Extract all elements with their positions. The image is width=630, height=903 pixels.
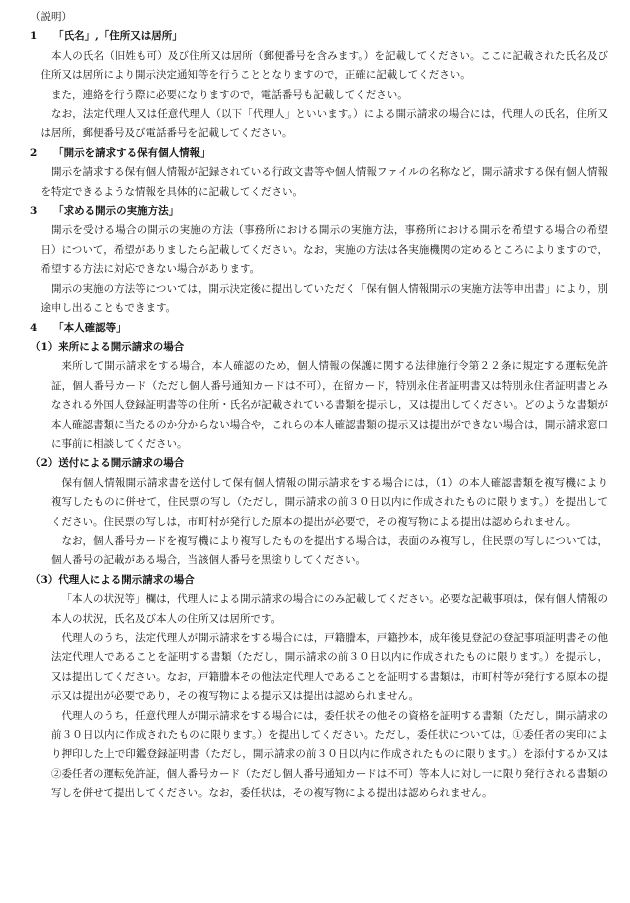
subsection-3-title: （3）代理人による開示請求の場合 [30, 573, 195, 586]
paragraph: 「本人の状況等」欄は，代理人による開示請求の場合にのみ記載してください。必要な記載事項は，保有個人情報の本人の状況，氏名及び本人の住所又は居所です。 [51, 593, 608, 625]
paragraph: なお，法定代理人又は任意代理人（以下「代理人」といいます。）による開示請求の場合には，代理人の氏名，住所又は居所，郵便番号及び電話番号を記載してください。 [40, 108, 608, 140]
section-3-title [30, 202, 608, 221]
section-title: 「本人確認等」 [53, 321, 127, 334]
section-title: 「求める開示の実施方法」 [53, 205, 180, 218]
paragraph: 代理人のうち，法定代理人が開示請求をする場合には，戸籍謄本，戸籍抄本，成年後見登記の登記事項証明書その他法定代理人であることを証明する書類（ただし，開示請求の前３０日以内に作成されたものに限ります。）を提示し，又は提出してください。なお，戸籍謄本その他法定代理人であることを証明する書類は，市町村等が発行する原本の提示又は提出が必要であり，その複写物による提示又は提出は認められません。 [51, 632, 608, 703]
section-4-title [30, 319, 608, 338]
paragraph: 開示を請求する保有個人情報が記録されている行政文書等や個人情報ファイルの名称など，開示請求する保有個人情報を特定できるような情報を具体的に記載してください。 [40, 166, 608, 198]
paragraph: 代理人のうち，任意代理人が開示請求をする場合には，委任状その他その資格を証明する書類（ただし，開示請求の前３０日以内に作成されたものに限ります。）を提出してください。ただし，委任状については，①委任者の実印により押印した上で印鑑登録証明書（ただし，開示請求の前３０日以内に作成されたものに限ります。）を添付するか又は②委任者の運転免許証，個人番号カード（ただし個人番号通知カードは不可）等本人に対し一に限り発行される書類の写しを併せて提出してください。なお，委任状は，その複写物による提出は認められません。 [51, 709, 608, 800]
paragraph: 開示を受ける場合の開示の実施の方法（事務所における開示の実施方法，事務所における開示を希望する場合の希望日）について，希望がありましたら記載してください。なお，実施の方法は各実施機関の定めるところによりますので，希望する方法に対応できない場合があります。 [40, 224, 608, 276]
section-2-title [30, 144, 608, 163]
section-number: 4 [30, 321, 38, 334]
paragraph: なお，個人番号カードを複写機により複写したものを提出する場合は，表面のみ複写し，住民票の写しについては，個人番号の記載がある場合，当該個人番号を黒塗りしてください。 [51, 534, 608, 567]
section-number: 2 [30, 146, 38, 159]
paragraph: 来所して開示請求をする場合，本人確認のため，個人情報の保護に関する法律施行令第２２条に規定する運転免許証，個人番号カード（ただし個人番号通知カードは不可），在留カード，特別永住者証明書又は特別永住者証明書とみなされる外国人登録証明書等の住所・氏名が記載されている書類を提示し，又は提出してください。どのような書類が本人確認書類に当たるのか分からない場合や，これらの本人確認書類の提示又は提出ができない場合は，開示請求窓口に事前に相談してください。 [51, 360, 608, 450]
paragraph: 開示の実施の方法等については，開示決定後に提出していただく「保有個人情報開示の実施方法等申出書」により，別途申し出ることもできます。 [40, 282, 608, 315]
section-1-title [30, 27, 608, 46]
section-number: 1 [30, 30, 38, 43]
doc-heading: （説明） [30, 11, 72, 23]
section-title: 「開示を請求する保有個人情報」 [53, 146, 211, 159]
paragraph: 保有個人情報開示請求書を送付して保有個人情報の開示請求をする場合には，（1）の本人確認書類を複写機により複写したものに併せて，住民票の写し（ただし，開示請求の前３０日以内に作成されたものに限ります。）を提出してください。住民票の写しは，市町村が発行した原本の提出が必要で，その複写物による提出は認められません。 [51, 476, 608, 528]
section-number: 3 [30, 205, 38, 218]
subsection-1-title: （1）来所による開示請求の場合 [30, 340, 185, 353]
paragraph: 本人の氏名（旧姓も可）及び住所又は居所（郵便番号を含みます。）を記載してください。ここに記載された氏名及び住所又は居所により開示決定通知等を行うこととなりますので，正確に記載してください。 [40, 49, 608, 82]
subsection-2-title: （2）送付による開示請求の場合 [30, 457, 185, 470]
section-title: 「氏名」,「住所又は居所」 [53, 30, 183, 43]
paragraph: また，連絡を行う際に必要になりますので，電話番号も記載してください。 [51, 88, 408, 101]
